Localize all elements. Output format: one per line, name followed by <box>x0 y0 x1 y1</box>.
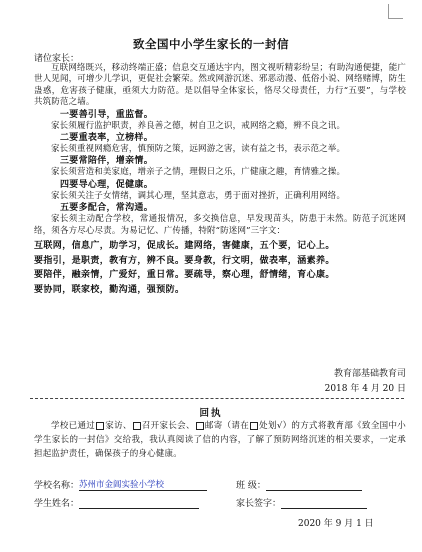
section-heading-3: 三要常陪伴，增亲情。 <box>60 156 154 167</box>
school-field <box>34 478 207 491</box>
parent-signature-label: 家长签字： <box>236 499 282 509</box>
student-name-label: 学生姓名： <box>34 499 80 509</box>
school-name-input[interactable] <box>79 478 207 491</box>
section-text-2: 家长须重视网瘾危害，慎预防之策，远网游之害，读有益之书，表示范之举。 <box>51 144 346 155</box>
checkbox-parent-meeting[interactable] <box>133 422 141 430</box>
checkbox-mail[interactable] <box>196 422 204 430</box>
section-heading-2: 二要重表率，立榜样。 <box>60 133 154 144</box>
slogan-line: 要陪伴，融亲情，广爱好，重日常。要疏导，察心理，舒情绪，育心康。 <box>34 270 335 281</box>
student-field <box>34 496 199 509</box>
letter-title: 致全国中小学生家长的一封信 <box>133 37 289 51</box>
school-label: 学校名称： <box>34 481 80 491</box>
letter-salutation: 诸位家长： <box>34 54 80 64</box>
parent-signature-input[interactable] <box>281 497 367 509</box>
section-text-5: 家长须主动配合学校，常通报情况，多交换信息，早发现苗头，防患于未然。防范子沉迷网络，须各方尽心尽责。为易记忆、广传播，特附“防迷网”三字文： <box>34 214 406 236</box>
receipt-date: 2020 年 9 月 1 日 <box>298 519 374 529</box>
checkbox-legend <box>250 422 258 430</box>
receipt-text-start: 学校已通过 <box>51 421 96 431</box>
section-heading-5: 五要多配合，常沟通。 <box>60 203 154 214</box>
page-corner-mark <box>388 4 403 19</box>
signature-org: 教育部基础教育司 <box>333 369 406 379</box>
student-name-input[interactable] <box>79 497 199 509</box>
slogan-line: 互联网，信息广，助学习，促成长。建网络，害健康，五个要，记心上。 <box>34 241 335 252</box>
option-parent-meeting: 召开家长会、 <box>141 421 195 431</box>
cut-line <box>30 398 404 399</box>
section-text-1: 家长须履行监护职责，养良善之德，树自卫之识，戒网络之瘾，辨不良之讯。 <box>51 120 346 131</box>
parent-sign-field <box>236 496 367 509</box>
letter-body <box>34 63 406 297</box>
intro-paragraph: 互联网络既兴，移动终端正盛；信息交互通达宇内，图文视听精彩纷呈；有助沟通便捷，能广世人见闻，可增少儿学识，更促社会繁荣。然或网游沉迷、邪恶动漫、低俗小说、网络赌博，防生蛊惑，危害孩子健康，亟须大力防范。是以倡导全体家长，恪尽父母责任，力行“五要”，与学校共筑防范之墙。 <box>34 63 406 108</box>
receipt-text-rest: 处划√）的方式将教育部《致全国中小学生家长的一封信》交给我，我认真阅读了信的内容，了解了预防网络沉迷的相关要求，一定承担起监护责任，确保孩子的身心健康。 <box>34 421 406 459</box>
receipt-title: 回执 <box>199 408 223 419</box>
section-heading-1: 一要善引导，重监督。 <box>60 109 154 120</box>
slogan-line: 要指引，是职责，教有方，辨不良。要身教，行文明，做表率，涵素养。 <box>34 255 335 266</box>
slogan-line: 要协同，联家校，勤沟通，强预防。 <box>34 284 185 295</box>
section-text-4: 家长须关注子女情绪，调其心理，坚其意志，勇于面对挫折，正确利用网络。 <box>51 190 346 201</box>
section-heading-4: 四要导心理，促健康。 <box>60 179 154 190</box>
signature-date: 2018 年 4 月 20 日 <box>324 384 406 394</box>
option-home-visit: 家访、 <box>105 421 132 431</box>
checkbox-home-visit[interactable] <box>96 422 104 430</box>
class-label: 班 级： <box>236 481 266 491</box>
school-name-value: 苏州市金阊实验小学校 <box>79 480 165 490</box>
section-text-3: 家长须营造和美家庭，增亲子之情，理假日之乐，广健康之趣，育情雅之操。 <box>51 167 346 178</box>
receipt-statement <box>34 419 406 461</box>
option-mail: 邮寄（请在 <box>204 421 250 431</box>
class-field <box>236 478 362 491</box>
class-input[interactable] <box>266 479 362 491</box>
